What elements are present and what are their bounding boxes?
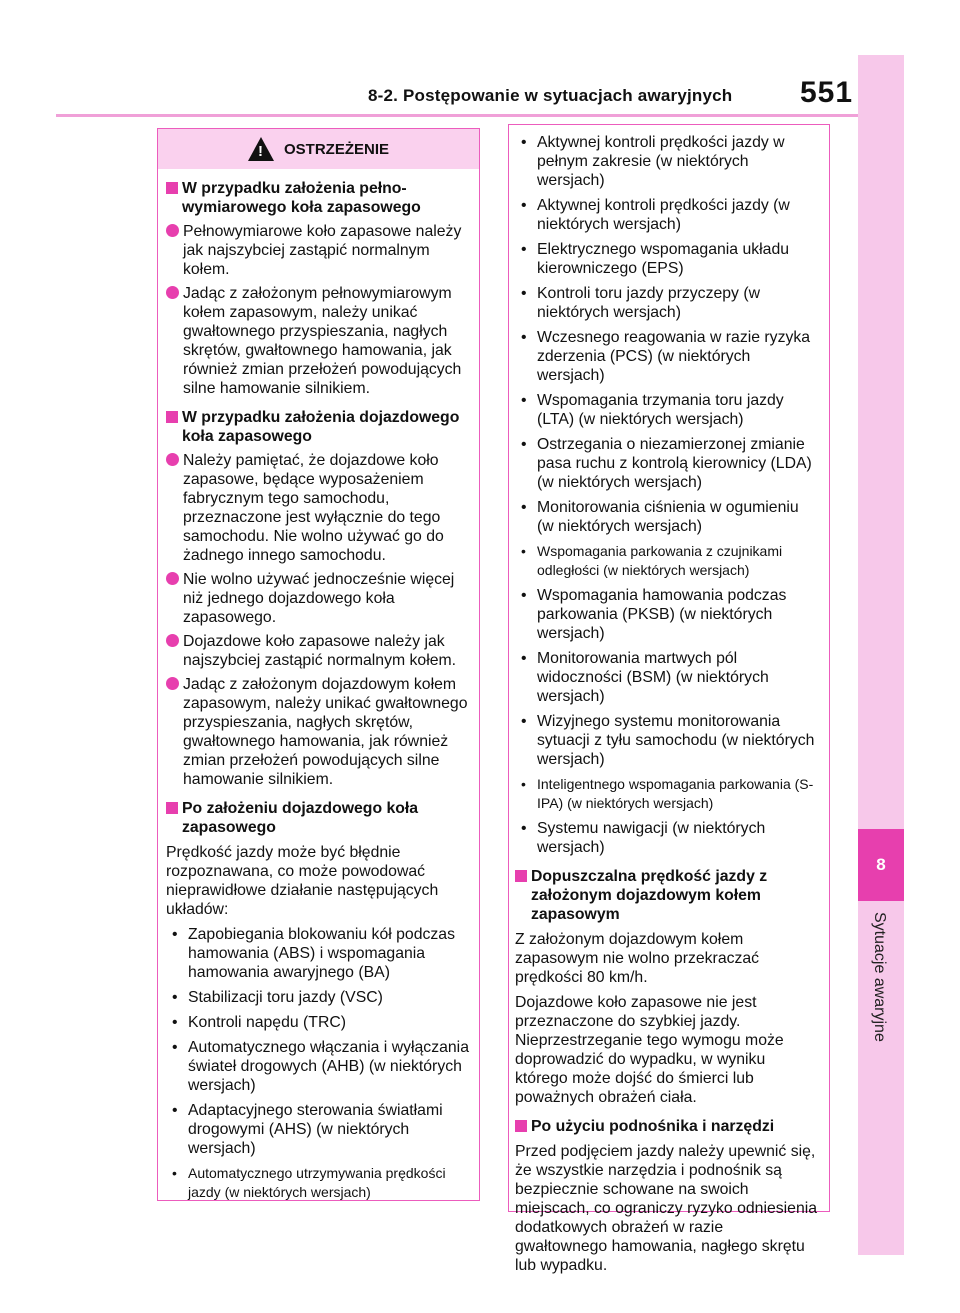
warning-paragraph: Jadąc z założonym dojazdowym kołem zapasowym, należy unikać gwałtownego przyspieszania, nagłych skrętów, gwałtownego hamowania, jak również zmian przełożeń powodujących silne hamowanie silnikiem. — [166, 675, 469, 789]
body-paragraph: Przed podjęciem jazdy należy upewnić się, że wszystkie narzędzia i podnośnik są bezpiecznie schowane na swoich miejscach, co ograniczy ryzyko odniesienia dodatkowych obrażeń w razie gwałtownego hamowania, nagłego skrętu lub wypadku. — [515, 1143, 818, 1274]
warning-paragraph: Pełnowymiarowe koło zapasowe należy jak najszybciej zastąpić normalnym kołem. — [166, 222, 469, 279]
list-item: • Aktywnej kontroli prędkości jazdy (w niektórych wersjach) — [515, 196, 819, 234]
list-item: • Kontroli toru jazdy przyczepy (w niektórych wersjach) — [515, 284, 819, 322]
warning-box-right — [508, 124, 830, 1274]
circle-bullet-icon — [166, 286, 179, 299]
list-item: • Adaptacyjnego sterowania światłami drogowymi (AHS) (w niektórych wersjach) — [166, 1101, 469, 1158]
circle-bullet-icon — [166, 634, 179, 647]
list-item: • Elektrycznego wspomagania układu kierowniczego (EPS) — [515, 240, 819, 278]
warning-title: OSTRZEŻENIE — [283, 140, 389, 158]
section-heading: Po użyciu podnośnika i narzędzi — [515, 1117, 819, 1136]
list-item: • Automatycznego włączania i wyłączania świateł drogowych (AHB) (w niektórych wersjach) — [166, 1038, 469, 1095]
body-paragraph: Z założonym dojazdowym kołem zapasowym nie wolno przekraczać prędkości 80 km/h. — [515, 931, 760, 986]
section-title: 8-2. Postępowanie w sytuacjach awaryjnych — [368, 86, 733, 105]
list-item: • Monitorowania martwych pól widoczności (BSM) (w niektórych wersjach) — [515, 649, 819, 706]
list-item: • Wizyjnego systemu monitorowania sytuacji z tyłu samochodu (w niektórych wersjach) — [515, 712, 819, 769]
list-item: • Inteligentnego wspomagania parkowania (S-IPA) (w niektórych wersjach) — [515, 775, 819, 813]
body-paragraph: Dojazdowe koło zapasowe nie jest przeznaczone do szybkiej jazdy. Nieprzestrzeganie tego wymogu może doprowadzić do wypadku, w wyniku którego może dojść do śmierci lub poważnych obrażeń ciała. — [515, 994, 784, 1106]
warning-paragraph: Nie wolno używać jednocześnie więcej niż jednego dojazdowego koła zapasowego. — [166, 570, 469, 627]
list-item: • Wczesnego reagowania w razie ryzyka zderzenia (PCS) (w niektórych wersjach) — [515, 328, 819, 385]
warning-header — [158, 129, 479, 169]
warning-paragraph: Należy pamiętać, że dojazdowe koło zapasowe, będące wyposażeniem fabrycznym tego samochodu, przeznaczone jest wyłącznie do tego samochodu. Nie wolno używać go do żadnego innego samochodu. — [166, 451, 469, 565]
header-divider — [56, 114, 904, 117]
list-item: • Zapobiegania blokowaniu kół podczas hamowania (ABS) i wspomagania hamowania awaryjnego (BA) — [166, 925, 469, 982]
square-bullet-icon — [515, 1120, 527, 1132]
list-item: • Automatycznego utrzymywania prędkości jazdy (w niektórych wersjach) — [166, 1164, 469, 1202]
list-item: • Monitorowania ciśnienia w ogumieniu (w niektórych wersjach) — [515, 498, 819, 536]
chapter-label: Sytuacje awaryjne — [871, 912, 888, 1042]
square-bullet-icon — [515, 870, 527, 882]
list-item: • Wspomagania parkowania z czujnikami odległości (w niektórych wersjach) — [515, 542, 819, 580]
warning-paragraph: Jadąc z założonym pełnowymiarowym kołem zapasowym, należy unikać gwałtownego przyspieszania, nagłych skrętów, gwałtownego hamowania, jak również zmian przełożeń powodujących silne hamowanie silnikiem. — [166, 284, 469, 398]
list-item: • Stabilizacji toru jazdy (VSC) — [166, 988, 469, 1007]
list-item: • Systemu nawigacji (w niektórych wersjach) — [515, 819, 819, 857]
square-bullet-icon — [166, 182, 178, 194]
chapter-side-tab — [858, 55, 904, 1255]
list-item: • Ostrzegania o niezamierzonej zmianie pasa ruchu z kontrolą kierownicy (LDA) (w niektórych wersjach) — [515, 435, 819, 492]
list-item: • Wspomagania hamowania podczas parkowania (PKSB) (w niektórych wersjach) — [515, 586, 819, 643]
circle-bullet-icon — [166, 224, 179, 237]
list-item: • Aktywnej kontroli prędkości jazdy w pełnym zakresie (w niektórych wersjach) — [515, 133, 819, 190]
circle-bullet-icon — [166, 572, 179, 585]
page-number: 551 — [800, 76, 854, 109]
square-bullet-icon — [166, 802, 178, 814]
section-heading: Dopuszczalna prędkość jazdy z założonym dojazdowym kołem zapasowym — [515, 867, 819, 924]
square-bullet-icon — [166, 411, 178, 423]
section-heading: Po założeniu dojazdowego koła zapasowego — [166, 799, 469, 837]
circle-bullet-icon — [166, 677, 179, 690]
warning-box-left — [157, 128, 480, 1201]
body-paragraph: Prędkość jazdy może być błędnie rozpoznawana, co może powodować nieprawidłowe działanie następujących układów: — [166, 844, 439, 918]
list-item: • Kontroli napędu (TRC) — [166, 1013, 469, 1032]
list-item: • Wspomagania trzymania toru jazdy (LTA) (w niektórych wersjach) — [515, 391, 819, 429]
section-heading: W przypadku założenia pełno-wymiarowego koła zapasowego — [166, 179, 469, 217]
warning-triangle-icon — [248, 137, 274, 161]
warning-paragraph: Dojazdowe koło zapasowe należy jak najszybciej zastąpić normalnym kołem. — [166, 632, 469, 670]
section-heading: W przypadku założenia dojazdowego koła zapasowego — [166, 408, 469, 446]
circle-bullet-icon — [166, 453, 179, 466]
chapter-number: 8 — [858, 829, 904, 901]
